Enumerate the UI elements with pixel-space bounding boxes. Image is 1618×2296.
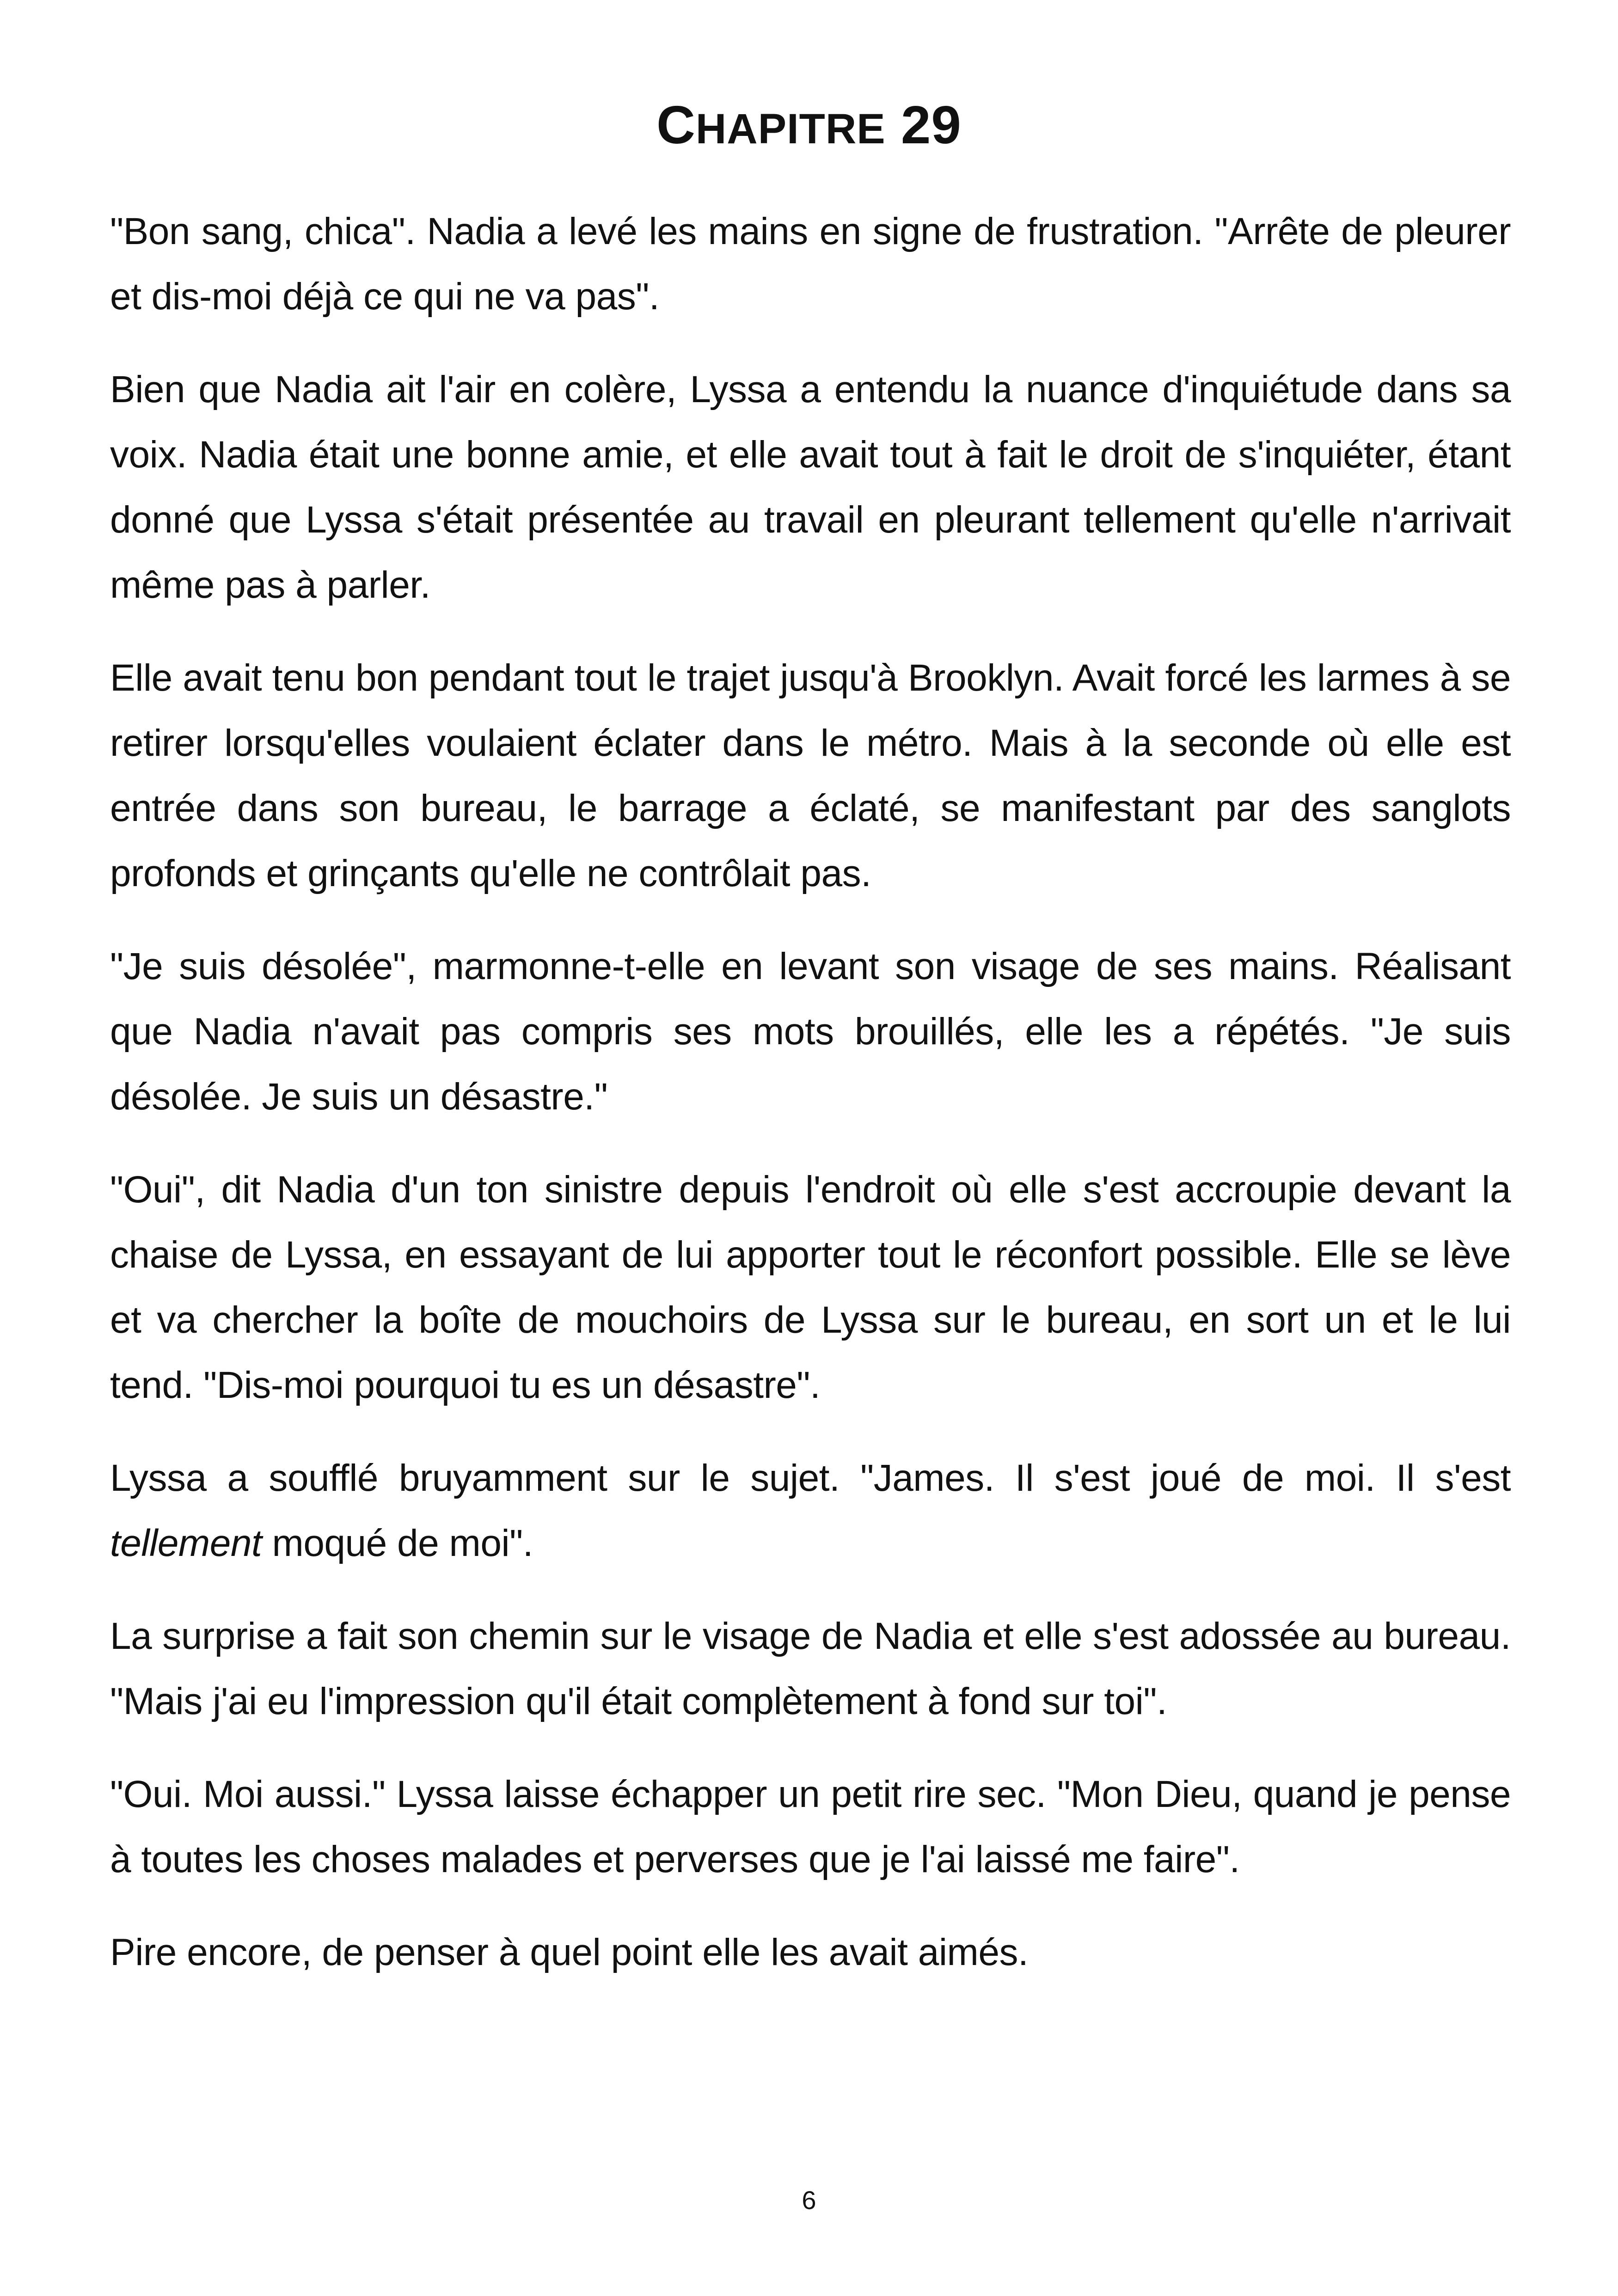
paragraph-1: "Bon sang, chica". Nadia a levé les mains en signe de frustration. "Arrête de pleurer et dis-moi déjà ce qui ne va pas". [110, 210, 1511, 318]
chapter-body [110, 199, 1511, 2013]
paragraph-6-emphasis: tellement [110, 1522, 262, 1564]
chapter-number: 29 [901, 95, 962, 155]
paragraph-6 [110, 1445, 1511, 1576]
paragraph-6-text-before: Lyssa a soufflé bruyamment sur le sujet. "James. Il s'est joué de moi. Il s'est [110, 1457, 1511, 1499]
page-number: 6 [802, 2186, 816, 2215]
paragraph-5: "Oui", dit Nadia d'un ton sinistre depuis l'endroit où elle s'est accroupie devant la chaise de Lyssa, en essayant de lui apporter tout le réconfort possible. Elle se lève et va chercher la boîte de mouchoirs de Lyssa sur le bureau, en sort un et le lui tend. "Dis-moi pourquoi tu es un désastre". [110, 1169, 1511, 1406]
paragraph-6-text-after: moqué de moi". [262, 1522, 533, 1564]
chapter-title-word: HAPITRE [695, 105, 886, 153]
paragraph-2: Bien que Nadia ait l'air en colère, Lyssa a entendu la nuance d'inquiétude dans sa voix. Nadia était une bonne amie, et elle avait tout à fait le droit de s'inquiéter, étant donné que Lyssa s'était présentée au travail en pleurant tellement qu'elle n'arrivait même pas à parler. [110, 368, 1511, 606]
paragraph-4: "Je suis désolée", marmonne-t-elle en levant son visage de ses mains. Réalisant que Nadia n'avait pas compris ses mots brouillés, elle les a répétés. "Je suis désolée. Je suis un désastre." [110, 945, 1511, 1118]
paragraph-7: La surprise a fait son chemin sur le visage de Nadia et elle s'est adossée au bureau. "Mais j'ai eu l'impression qu'il était complètement à fond sur toi". [110, 1615, 1511, 1722]
chapter-title-initial: C [656, 95, 696, 155]
paragraph-9: Pire encore, de penser à quel point elle les avait aimés. [110, 1931, 1029, 1973]
paragraph-8: "Oui. Moi aussi." Lyssa laisse échapper un petit rire sec. "Mon Dieu, quand je pense à toutes les choses malades et perverses que je l'ai laissé me faire". [110, 1773, 1511, 1880]
paragraph-3: Elle avait tenu bon pendant tout le trajet jusqu'à Brooklyn. Avait forcé les larmes à se retirer lorsqu'elles voulaient éclater dans le métro. Mais à la seconde où elle est entrée dans son bureau, le barrage a éclaté, se manifestant par des sanglots profonds et grinçants qu'elle ne contrôlait pas. [110, 657, 1511, 894]
chapter-title [0, 92, 1618, 161]
